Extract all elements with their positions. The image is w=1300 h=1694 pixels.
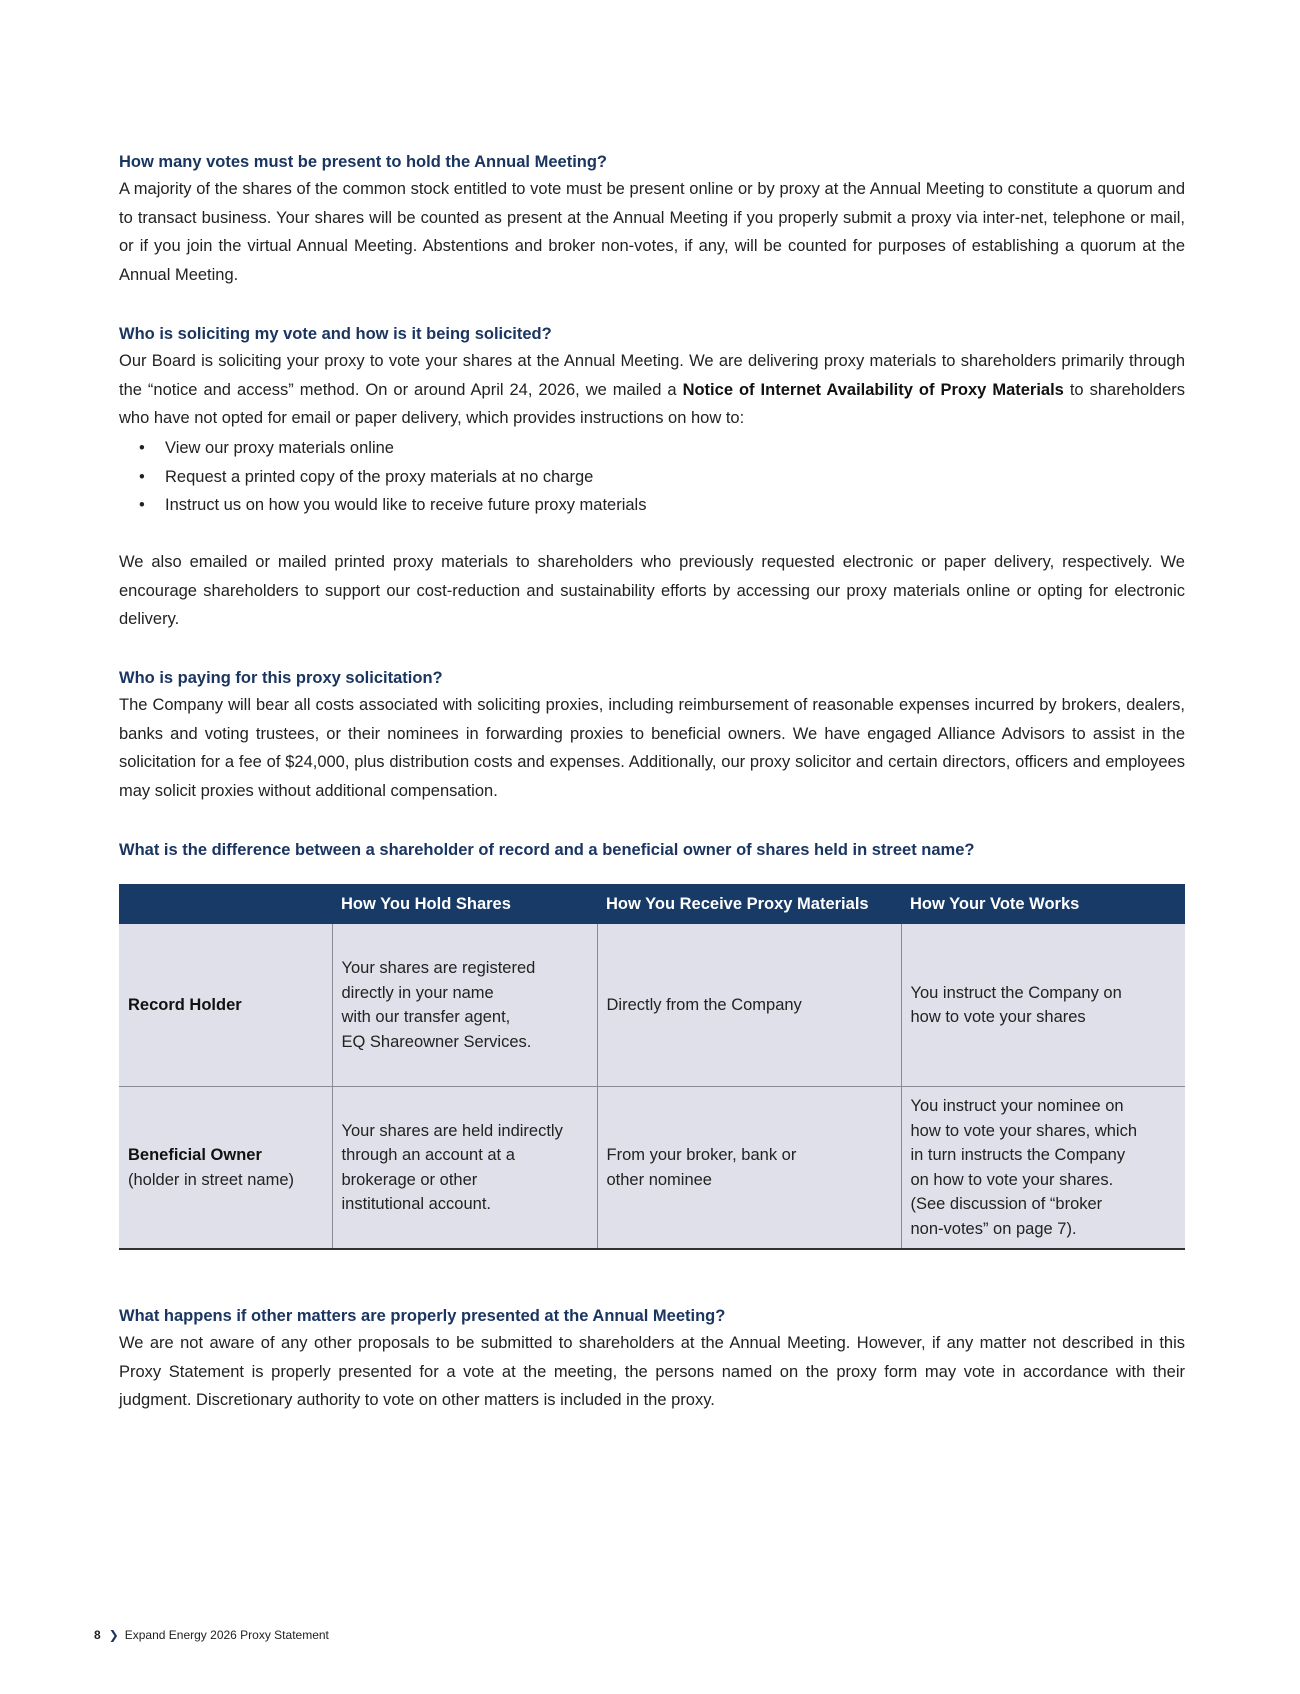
cell-line: brokerage or other bbox=[341, 1170, 478, 1189]
holder-comparison-table bbox=[119, 884, 1185, 1250]
footer-title: Expand Energy 2026 Proxy Statement bbox=[124, 1628, 329, 1642]
bullet-icon: • bbox=[139, 496, 145, 515]
list-item bbox=[119, 463, 646, 492]
row-title: Record Holder bbox=[128, 995, 242, 1014]
table-row bbox=[119, 924, 1185, 1087]
cell-line: through an account at a bbox=[341, 1146, 515, 1164]
heading-quorum: How many votes must be present to hold the Annual Meeting? bbox=[119, 153, 608, 171]
table-row bbox=[119, 1087, 1185, 1250]
list-item bbox=[119, 434, 646, 463]
cell-line: how to vote your shares bbox=[910, 1008, 1086, 1026]
cell-line: on how to vote your shares. bbox=[910, 1170, 1114, 1189]
cell-line: Your shares are held indirectly bbox=[341, 1121, 563, 1140]
paragraph-quorum: A majority of the shares of the common stock entitled to vote must be present online or by proxy at the Annual Meeting to constitute a quorum and to transact business. Your shares will be counted as present at the Annual Meeting if you properly submit a proxy via inter-net, telephone or mail, or if you join the virtual Annual Meeting. Abstentions and broker non-votes, if any, will be counted for purposes of establishing a quorum at the Annual Meeting. bbox=[119, 180, 1185, 284]
list-item-text: Instruct us on how you would like to receive future proxy materials bbox=[165, 496, 647, 515]
column-header bbox=[119, 884, 332, 924]
paragraph-soliciting bbox=[119, 347, 1185, 433]
paragraph-paying: The Company will bear all costs associated with soliciting proxies, including reimbursement of reasonable expenses incurred by brokers, dealers, banks and voting trustees, or their nominees in forwarding proxies to beneficial owners. We have engaged Alliance Advisors to assist in the solicitation for a fee of $24,000, plus distribution costs and expenses. Additionally, our proxy solicitor and certain directors, officers and employees may solicit proxies without additional compensation. bbox=[119, 696, 1185, 800]
cell-line: how to vote your shares, which bbox=[910, 1121, 1138, 1140]
cell-line: Your shares are registered bbox=[341, 959, 536, 977]
page-number: 8 bbox=[94, 1628, 101, 1642]
table-cell bbox=[597, 1087, 901, 1250]
table-cell bbox=[332, 924, 597, 1087]
table-header-row bbox=[119, 884, 1185, 924]
notice-bold-text: Notice of Internet Availability of Proxy Materials bbox=[682, 380, 1064, 399]
column-header: How You Hold Shares bbox=[332, 884, 597, 924]
row-header-cell bbox=[119, 1087, 332, 1250]
soliciting-text-1: Our Board is soliciting your proxy to vote your shares at the Annual Meeting. We are delivering proxy materials to shareholders primarily through the “notice and access” method. On or around April 24, 2026, we mailed a bbox=[119, 352, 1185, 399]
list-item-text: Request a printed copy of the proxy materials at no charge bbox=[165, 467, 594, 486]
soliciting-text-2: to shareholders who have not opted for email or paper delivery, which provides instructions on how to: bbox=[119, 380, 1185, 428]
cell-line: institutional account. bbox=[341, 1195, 492, 1213]
bullet-icon: • bbox=[139, 439, 145, 457]
list-item bbox=[119, 491, 646, 520]
cell-line: From your broker, bank or bbox=[606, 1146, 797, 1164]
paragraph-delivery: We also emailed or mailed printed proxy materials to shareholders who previously requested electronic or paper delivery, respectively. We encourage shareholders to support our cost-reduction and sustainability efforts by accessing our proxy materials online or opting for electronic delivery. bbox=[119, 553, 1185, 629]
cell-line: You instruct your nominee on bbox=[910, 1097, 1124, 1115]
column-header: How You Receive Proxy Materials bbox=[597, 884, 901, 924]
paragraph-other-matters: We are not aware of any other proposals to be submitted to shareholders at the Annual Meeting. However, if any matter not described in this Proxy Statement is properly presented for a vote at the meeting, the persons named on the proxy form may vote in accordance with their judgment. Discretionary authority to vote on other matters is included in the proxy. bbox=[119, 1334, 1185, 1410]
chevron-right-icon: ❯ bbox=[108, 1628, 119, 1642]
heading-soliciting: Who is soliciting my vote and how is it being solicited? bbox=[119, 325, 552, 343]
cell-line: with our transfer agent, bbox=[341, 1008, 511, 1026]
cell-line: directly in your name bbox=[341, 983, 494, 1002]
heading-difference: What is the difference between a shareholder of record and a beneficial owner of shares held in street name? bbox=[119, 841, 975, 859]
table-cell bbox=[597, 924, 901, 1087]
bullet-icon: • bbox=[139, 467, 145, 486]
row-title: Beneficial Owner bbox=[128, 1146, 262, 1164]
cell-line: in turn instructs the Company bbox=[910, 1146, 1126, 1164]
page-footer bbox=[94, 1628, 329, 1642]
cell-line: non-votes” on page 7). bbox=[910, 1219, 1077, 1238]
instructions-list bbox=[119, 434, 646, 520]
cell-line: You instruct the Company on bbox=[910, 983, 1122, 1002]
list-item-text: View our proxy materials online bbox=[165, 439, 394, 457]
row-header-cell bbox=[119, 924, 332, 1087]
cell-line: Directly from the Company bbox=[606, 995, 802, 1014]
cell-line: other nominee bbox=[606, 1170, 712, 1189]
table-cell bbox=[901, 1087, 1185, 1250]
table-cell bbox=[901, 924, 1185, 1087]
heading-other-matters: What happens if other matters are properly presented at the Annual Meeting? bbox=[119, 1307, 726, 1325]
column-header: How Your Vote Works bbox=[901, 884, 1185, 924]
heading-paying: Who is paying for this proxy solicitation? bbox=[119, 669, 443, 687]
cell-line: (See discussion of “broker bbox=[910, 1195, 1103, 1213]
row-subtitle: (holder in street name) bbox=[128, 1170, 294, 1189]
table-cell bbox=[332, 1087, 597, 1250]
cell-line: EQ Shareowner Services. bbox=[341, 1032, 532, 1051]
